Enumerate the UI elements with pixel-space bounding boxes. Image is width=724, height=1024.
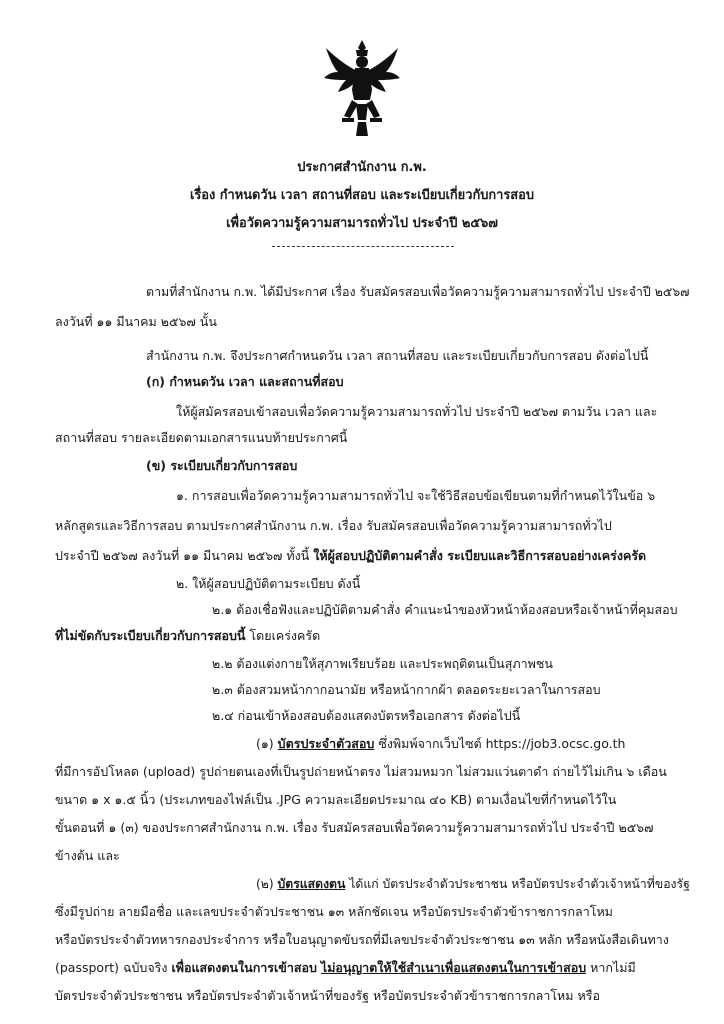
document-item-1-text: ซึ่งพิมพ์จากเว็บไซต์ https://job3.ocsc.go.th [374, 736, 626, 751]
rule-2-4: ๒.๔ ก่อนเข้าห้องสอบต้องแสดงบัตรหรือเอกสาร ดังต่อไปนี้ [212, 708, 521, 723]
garuda-emblem-icon [322, 38, 402, 138]
document-item-2-warning: ไม่อนุญาตให้ใช้สำเนาเพื่อแสดงตนในการเข้าสอบ [320, 960, 587, 975]
rule-2-1: ๒.๑ ต้องเชื่อฟังและปฏิบัติตามคำสั่ง คำแนะนำของหัวหน้าห้องสอบหรือเจ้าหน้าที่คุมสอบ [212, 602, 678, 617]
document-item-1-cont: ที่มีการอัปโหลด (upload) รูปถ่ายตนเองที่เป็นรูปถ่ายหน้าตรง ไม่สวมหมวก ไม่สวมแว่นตาดำ ถ่ายไว้ไม่เกิน ๖ เดือน [55, 764, 667, 779]
rule-2-1-cont [55, 628, 320, 644]
document-item-1 [256, 736, 625, 752]
announcement-title: ประกาศสำนักงาน ก.พ. [297, 160, 427, 175]
document-item-2-passport: (passport) ฉบับจริง [55, 960, 172, 975]
intro-paragraph-2: สำนักงาน ก.พ. จึงประกาศกำหนดวัน เวลา สถานที่สอบ และระเบียบเกี่ยวกับการสอบ ดังต่อไปนี้ [146, 348, 649, 363]
document-item-2 [256, 876, 690, 892]
rule-2-1-emphasis: ที่ไม่ขัดกับระเบียบเกี่ยวกับการสอบนี้ [55, 628, 246, 643]
document-item-1-cont-2: ขนาด ๑ x ๑.๕ นิ้ว (ประเภทของไฟล์เป็น .JPG ความละเอียดประมาณ ๔๐ KB) ตามเงื่อนไขที่กำหนดไว้ใน [55, 792, 617, 807]
rule-1-cont-2 [55, 548, 646, 564]
rule-1-cont: หลักสูตรและวิธีการสอบ ตามประกาศสำนักงาน ก.พ. เรื่อง รับสมัครสอบเพื่อวัดความรู้ความสามารถทั่วไป [55, 518, 612, 533]
document-item-2-cont: ซึ่งมีรูปถ่าย ลายมือชื่อ และเลขประจำตัวประชาชน ๑๓ หลักชัดเจน หรือบัตรประจำตัวข้าราชการกลาโหม [55, 904, 613, 919]
section-a-text-cont: สถานที่สอบ รายละเอียดตามเอกสารแนบท้ายประกาศนี้ [55, 430, 348, 445]
document-item-1-title: บัตรประจำตัวสอบ [277, 736, 375, 751]
announcement-subject-cont: เพื่อวัดความรู้ความสามารถทั่วไป ประจำปี ๒๕๖๗ [226, 216, 498, 231]
document-item-2-title: บัตรแสดงตน [277, 877, 346, 891]
document-item-2-purpose: เพื่อแสดงตนในการเข้าสอบ [171, 960, 317, 975]
document-item-2-tail: หากไม่มี [586, 960, 636, 975]
section-a-text: ให้ผู้สมัครสอบเข้าสอบเพื่อวัดความรู้ความสามารถทั่วไป ประจำปี ๒๕๖๗ ตามวัน เวลา และ [176, 404, 658, 419]
intro-paragraph-1-cont: ลงวันที่ ๑๑ มีนาคม ๒๕๖๗ นั้น [55, 314, 217, 329]
rule-2: ๒. ให้ผู้สอบปฏิบัติตามระเบียบ ดังนี้ [176, 576, 361, 591]
section-b-heading: (ข) ระเบียบเกี่ยวกับการสอบ [146, 458, 298, 473]
document-item-2-text: ได้แก่ บัตรประจำตัวประชาชน หรือบัตรประจำตัวเจ้าหน้าที่ของรัฐ [345, 877, 690, 891]
rule-1-plain: ประจำปี ๒๕๖๗ ลงวันที่ ๑๑ มีนาคม ๒๕๖๗ ทั้งนี้ [55, 548, 314, 563]
document-item-1-cont-4: ข้างต้น และ [55, 848, 120, 863]
document-item-1-cont-3: ขั้นตอนที่ ๑ (๓) ของประกาศสำนักงาน ก.พ. เรื่อง รับสมัครสอบเพื่อวัดความรู้ความสามารถทั่วไป ประจำปี ๒๕๖๗ [55, 820, 654, 835]
rule-1: ๑. การสอบเพื่อวัดความรู้ความสามารถทั่วไป จะใช้วิธีสอบข้อเขียนตามที่กำหนดไว้ในข้อ ๖ [176, 488, 656, 503]
document-item-2-cont-3 [55, 960, 636, 976]
document-item-2-cont-2: หรือบัตรประจำตัวทหารกองประจำการ หรือใบอนุญาตขับรถที่มีเลขประจำตัวประชาชน ๑๓ หลัก หรือหนังสือเดินทาง [55, 932, 669, 947]
rule-2-2: ๒.๒ ต้องแต่งกายให้สุภาพเรียบร้อย และประพฤติตนเป็นสุภาพชน [212, 656, 553, 671]
announcement-subject: เรื่อง กำหนดวัน เวลา สถานที่สอบ และระเบียบเกี่ยวกับการสอบ [189, 188, 535, 203]
document-item-2-cont-4: บัตรประจำตัวประชาชน หรือบัตรประจำตัวเจ้าหน้าที่ของรัฐ หรือบัตรประจำตัวข้าราชการกลาโหม หรือ [55, 988, 600, 1003]
section-a-heading: (ก) กำหนดวัน เวลา และสถานที่สอบ [146, 374, 344, 389]
intro-paragraph-1: ตามที่สำนักงาน ก.พ. ได้มีประกาศ เรื่อง รับสมัครสอบเพื่อวัดความรู้ความสามารถทั่วไป ประจำปี ๒๕๖๗ [146, 284, 690, 299]
rule-2-3: ๒.๓ ต้องสวมหน้ากากอนามัย หรือหน้ากากผ้า ตลอดระยะเวลาในการสอบ [212, 682, 601, 697]
document-item-1-number: (๑) [256, 736, 278, 751]
rule-1-emphasis: ให้ผู้สอบปฏิบัติตามคำสั่ง ระเบียบและวิธีการสอบอย่างเคร่งครัด [313, 548, 647, 563]
rule-2-1-plain: โดยเคร่งครัด [245, 628, 321, 643]
header-divider [272, 246, 454, 247]
document-item-2-number: (๒) [256, 877, 278, 891]
